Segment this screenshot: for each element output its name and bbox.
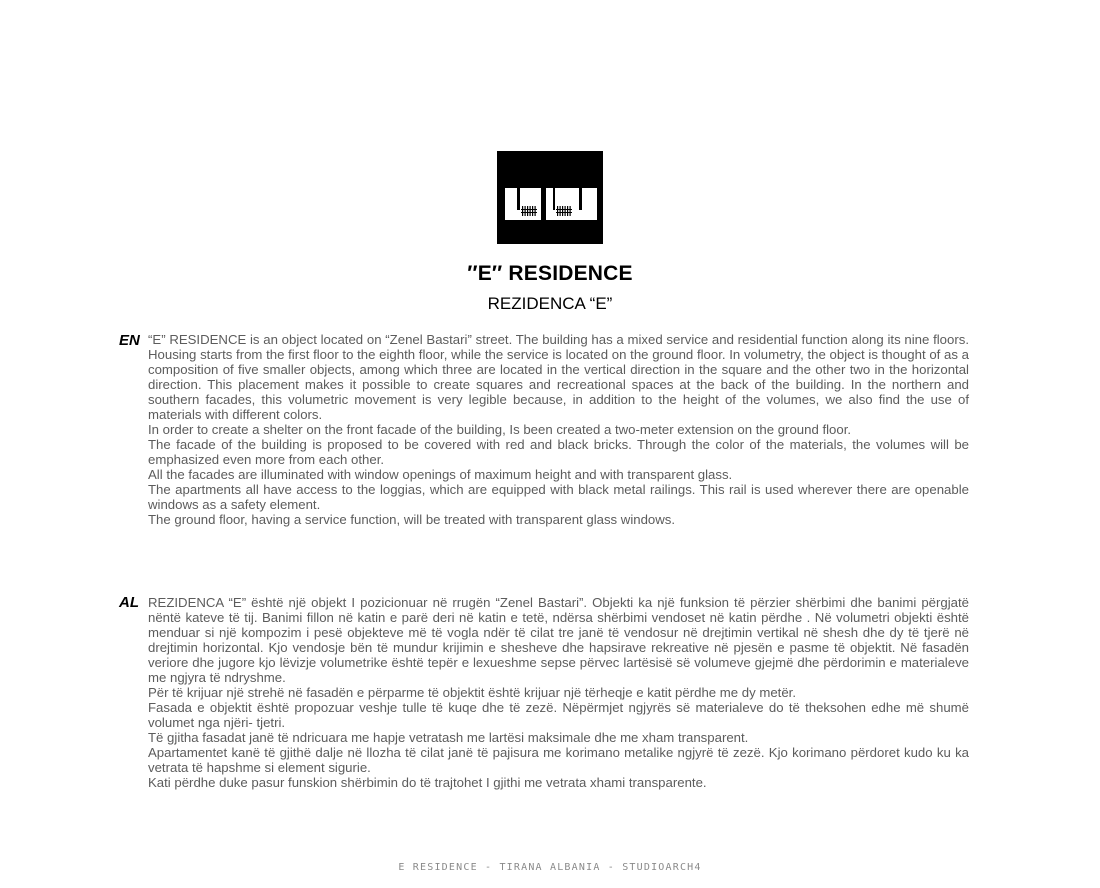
residence-logo: [497, 151, 603, 244]
paragraph: “E” RESIDENCE is an object located on “Zenel Bastari” street. The building has a mixed service and residential function along its nine floors. Housing starts from the first floor to the eighth floor, while the service is located on the ground floor. In volumetry, the object is thought of as a composition of five smaller objects, among which three are located in the vertical direction in the square and the other two in the horizontal direction. This placement makes it possible to create squares and recreational spaces at the back of the building. In the northern and southern facades, this volumetric movement is very legible because, in addition to the height of the volumes, we also find the use of materials with different colors.: [148, 332, 969, 422]
page-title: ′′E′′ RESIDENCE: [467, 262, 633, 285]
paragraph: Apartamentet kanë të gjithë dalje në llozha të cilat janë të pajisura me korimano metalike ngjyrë të zezë. Kjo korimano përdoret kudo ku ka vetrata të hapshme si element sigurie.: [148, 745, 969, 775]
page-subtitle: REZIDENCA “E”: [487, 294, 613, 313]
paragraph: The apartments all have access to the loggias, which are equipped with black metal railings. This rail is used wherever there are openable windows as a safety element.: [148, 482, 969, 512]
english-description: [148, 332, 969, 527]
paragraph: The ground floor, having a service function, will be treated with transparent glass windows.: [148, 512, 676, 527]
paragraph: REZIDENCA “E” është një objekt I pozicionuar në rrugën “Zenel Bastari”. Objekti ka një funksion të përzier shërbimi dhe banimi përgjatë nëntë kateve të tij. Banimi fillon në katin e parë deri në katin e tetë, ndërsa shërbimi vendoset në katin përdhe . Në volumetri objekti është menduar si një kompozim i pesë objekteve më të vogla ndër të cilat tre janë të vendosur në drejtimin vertikal në shesh dhe dy të tjerë në drejtimin horizontal. Kjo vendosje bën të mundur krijimin e shesheve dhe hapsirave rekreative në pjesën e pasme të objektit. Në fasadën veriore dhe jugore kjo lëvizje volumetrike është tepër e lexueshme sepse përvec lartësisë së volumeve gjejmë dhe përdorimin e materialeve me ngjyra të ndryshme.: [148, 595, 969, 685]
paragraph: All the facades are illuminated with window openings of maximum height and with transparent glass.: [148, 467, 733, 482]
albanian-description: [148, 595, 969, 790]
paragraph: Për të krijuar një strehë në fasadën e përparme të objektit është krijuar një tërheqje e katit përdhe me dy metër.: [148, 685, 797, 700]
paragraph: Kati përdhe duke pasur funskion shërbimin do të trajtohet I gjithi me vetrata xhami transparente.: [148, 775, 707, 790]
paragraph: The facade of the building is proposed to be covered with red and black bricks. Through the color of the materials, the volumes will be emphasized even more from each other.: [148, 437, 969, 467]
building-logo-icon: [497, 151, 603, 244]
page-footer: E RESIDENCE - TIRANA ALBANIA - STUDIOARCH4: [398, 862, 702, 873]
paragraph: In order to create a shelter on the front facade of the building, Is been created a two-meter extension on the ground floor.: [148, 422, 852, 437]
language-label-en: EN: [119, 332, 140, 349]
language-label-al: AL: [119, 594, 139, 611]
paragraph: Fasada e objektit është propozuar veshje tulle të kuqe dhe të zezë. Nëpërmjet ngjyrës së materialeve do të theksohen edhe më shumë volumet nga njëri- tjetri.: [148, 700, 969, 730]
paragraph: Të gjitha fasadat janë të ndricuara me hapje vetratash me lartësi maksimale dhe me xham transparent.: [148, 730, 749, 745]
